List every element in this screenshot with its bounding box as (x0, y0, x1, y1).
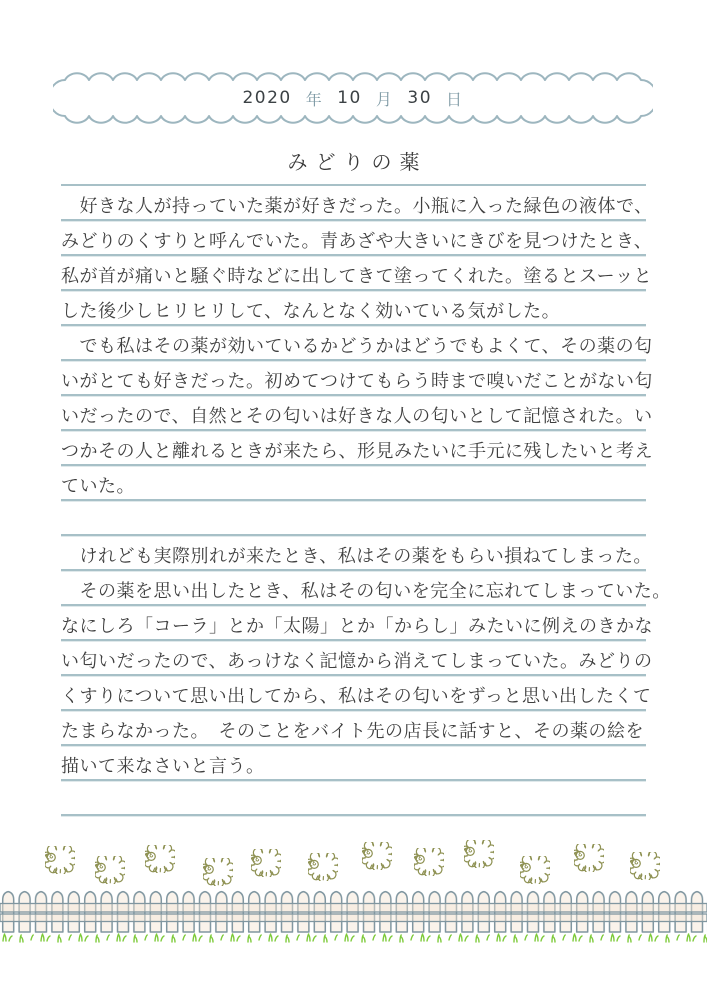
text-line: した後少しヒリヒリして、なんとなく効いている気がした。 (61, 291, 646, 326)
sheep-icon (42, 843, 77, 876)
text-line: なにしろ「コーラ」とか「太陽」とか「からし」みたいに例えのきかな (61, 606, 646, 641)
fence-rail-bottom (0, 914, 707, 922)
sheep-icon (359, 839, 394, 872)
text-line: くすりについて思い出してから、私はその匂いをずっと思い出したくて (61, 676, 646, 711)
text-line: いがとても好きだった。初めてつけてもらう時まで嗅いだことがない匂 (61, 361, 646, 396)
date-day-label: 日 (446, 89, 464, 109)
sheep-icon (200, 855, 235, 886)
grass-decoration (0, 928, 707, 946)
date-month: 10 (337, 88, 362, 108)
sheep-icon (92, 853, 127, 886)
sheep-icon (248, 846, 283, 879)
text-line: ていた。 (61, 466, 646, 501)
text-line: いだったので、自然とその匂いは好きな人の匂いとして記憶された。い (61, 396, 646, 431)
sheep-icon (571, 841, 606, 874)
text-line: でも私はその薬が効いているかどうかはどうでもよくて、その薬の匂 (61, 326, 646, 361)
text-line: 私が首が痛いと騒ぐ時などに出してきて塗ってくれた。塗るとスーッと (61, 256, 646, 291)
sheep-icon (627, 849, 662, 882)
text-line: 描いて来なさいと言う。 (61, 746, 646, 781)
text-line: たまらなかった。 そのことをバイト先の店長に話すと、その薬の絵を (61, 711, 646, 746)
text-line: 好きな人が持っていた薬が好きだった。小瓶に入った緑色の液体で、 (61, 186, 646, 221)
diary-text (61, 184, 671, 816)
text-line: みどりのくすりと呼んでいた。青あざや大きいにきびを見つけたとき、 (61, 221, 646, 256)
text-line: けれども実際別れが来たとき、私はその薬をもらい損ねてしまった。 (61, 536, 646, 571)
sheep-row (0, 838, 707, 886)
fence-rail-top (0, 904, 707, 913)
text-line: い匂いだったので、あっけなく記憶から消えてしまっていた。みどりの (61, 641, 646, 676)
date-year-label: 年 (305, 89, 324, 109)
sheep-icon (305, 850, 340, 883)
date-day: 30 (407, 88, 433, 108)
text-line: つかその人と離れるときが来たら、形見みたいに手元に残したいと考え (61, 431, 646, 466)
sheep-icon (517, 853, 552, 886)
date-banner (53, 64, 653, 132)
date-year: 2020 (242, 88, 292, 108)
sheep-icon (461, 838, 496, 869)
page-title: みどりの薬 (287, 150, 428, 174)
text-line: その薬を思い出したとき、私はその匂いを完全に忘れてしまっていた。 (61, 571, 646, 606)
text-line-blank (61, 781, 646, 816)
sheep-icon (411, 845, 446, 878)
date-month-label: 月 (375, 89, 394, 109)
date-row (53, 64, 653, 132)
picket-fence (0, 888, 707, 950)
text-line-blank (61, 501, 646, 536)
sheep-icon (142, 842, 177, 875)
